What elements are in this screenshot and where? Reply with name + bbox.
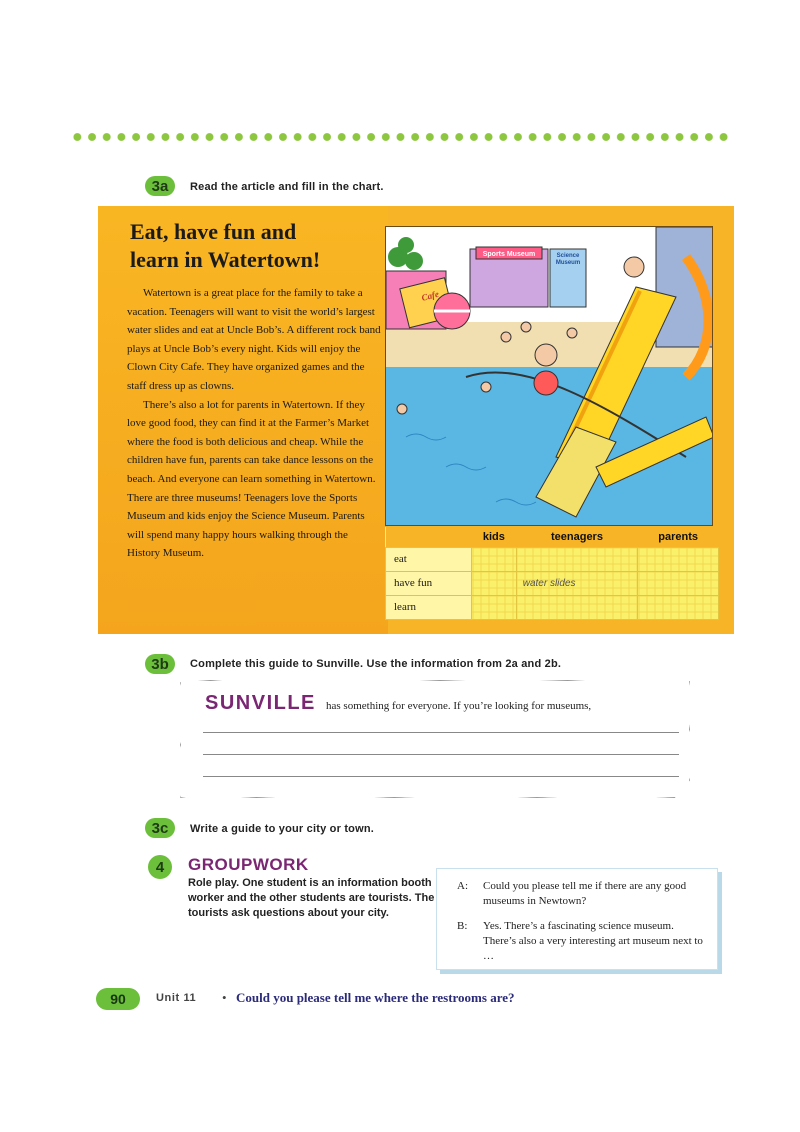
sunville-lead-text: has something for everyone. If you’re looking for museums, — [326, 700, 592, 712]
instruction-3a: Read the article and fill in the chart. — [190, 181, 384, 193]
activity-chart — [385, 527, 719, 619]
chart-row-have-fun — [386, 571, 719, 595]
speaker-a: A: — [457, 880, 468, 892]
unit-title: Could you please tell me where the restrooms are? — [236, 990, 515, 1005]
chart-cell-fun-parents[interactable] — [638, 571, 719, 595]
section-badge-3a: 3a — [145, 176, 175, 196]
dotted-divider — [70, 130, 730, 144]
chart-row-label: have fun — [386, 571, 472, 595]
chart-cell-eat-kids[interactable] — [472, 547, 517, 571]
article-paragraph-2: There’s also a lot for parents in Watertown. If they love good food, they can find it at the Farmer’s Market where the food is both delicious and cheap. While the children have fun, parents can take dance lessons on the beach. And everyone can learn something in Watertown. There are three museums! Teenagers love the Sports Museum and kids enjoy the Science Museum. Parents will spend many happy hours walking through the History Museum. — [127, 398, 376, 560]
section-badge-3c: 3c — [145, 818, 175, 838]
chart-cell-fun-kids[interactable] — [472, 571, 517, 595]
cafe-sign: Cafe — [420, 288, 440, 303]
section-badge-3b: 3b — [145, 654, 175, 674]
chart-cell-fun-teenagers[interactable]: water slides — [516, 571, 638, 595]
chart-cell-learn-parents[interactable] — [638, 595, 719, 619]
dialog-text-a: Could you please tell me if there are any good museums in Newtown? — [483, 880, 687, 907]
headline-line-2: learn in Watertown! — [130, 247, 321, 272]
chart-header-kids: kids — [472, 527, 517, 547]
chart-cell-eat-teenagers[interactable] — [516, 547, 638, 571]
speaker-b: B: — [457, 920, 468, 932]
dialog-line-b — [457, 919, 717, 965]
chart-row-learn — [386, 595, 719, 619]
chart-header-row — [386, 527, 719, 547]
article-headline — [130, 218, 390, 274]
science-museum-sign-1: Science — [556, 253, 580, 259]
chart-row-label: eat — [386, 547, 472, 571]
headline-line-1: Eat, have fun and — [130, 219, 297, 244]
section-badge-4: 4 — [148, 855, 172, 879]
chart-table — [385, 527, 719, 620]
chart-header-blank — [386, 527, 472, 547]
sunville-title: SUNVILLE — [205, 692, 316, 714]
sports-museum-sign: Sports Museum — [482, 251, 536, 258]
watertown-illustration — [385, 226, 713, 526]
chart-row-label: learn — [386, 595, 472, 619]
writing-line[interactable] — [203, 754, 679, 755]
writing-line[interactable] — [203, 732, 679, 733]
instruction-3b: Complete this guide to Sunville. Use the information from 2a and 2b. — [190, 658, 562, 670]
chart-cell-learn-teenagers[interactable] — [516, 595, 638, 619]
writing-line[interactable] — [203, 776, 679, 777]
water-park-scene — [386, 227, 713, 526]
chart-row-eat — [386, 547, 719, 571]
groupwork-title: GROUPWORK — [188, 855, 309, 874]
chart-header-teenagers: teenagers — [516, 527, 638, 547]
chart-cell-eat-parents[interactable] — [638, 547, 719, 571]
instruction-3c: Write a guide to your city or town. — [190, 823, 375, 835]
dialog-text-b: Yes. There’s a fascinating science museum. There’s also a very interesting art museum next to … — [483, 920, 703, 962]
chart-header-parents: parents — [638, 527, 719, 547]
article-paragraph-1: Watertown is a great place for the family to take a vacation. Teenagers will want to visit the world’s largest water slides and eat at Uncle Bob’s. A different rock band plays at Uncle Bob’s every night. Kids will enjoy the Clown City Cafe. They have organized games and the staff dress up as clowns. — [127, 287, 381, 392]
dialog-line-a — [457, 879, 717, 911]
chart-cell-learn-kids[interactable] — [472, 595, 517, 619]
page-number: 90 — [96, 988, 140, 1010]
footer-bullet: • — [222, 990, 227, 1005]
unit-label: Unit 11 — [156, 992, 197, 1004]
role-play-instruction: Role play. One student is an information booth worker and the other students are tourists. The tourists ask questions about your city. — [188, 877, 435, 919]
science-museum-sign-2: Museum — [555, 260, 581, 266]
article-body — [127, 284, 383, 563]
dialog-box — [436, 868, 718, 970]
